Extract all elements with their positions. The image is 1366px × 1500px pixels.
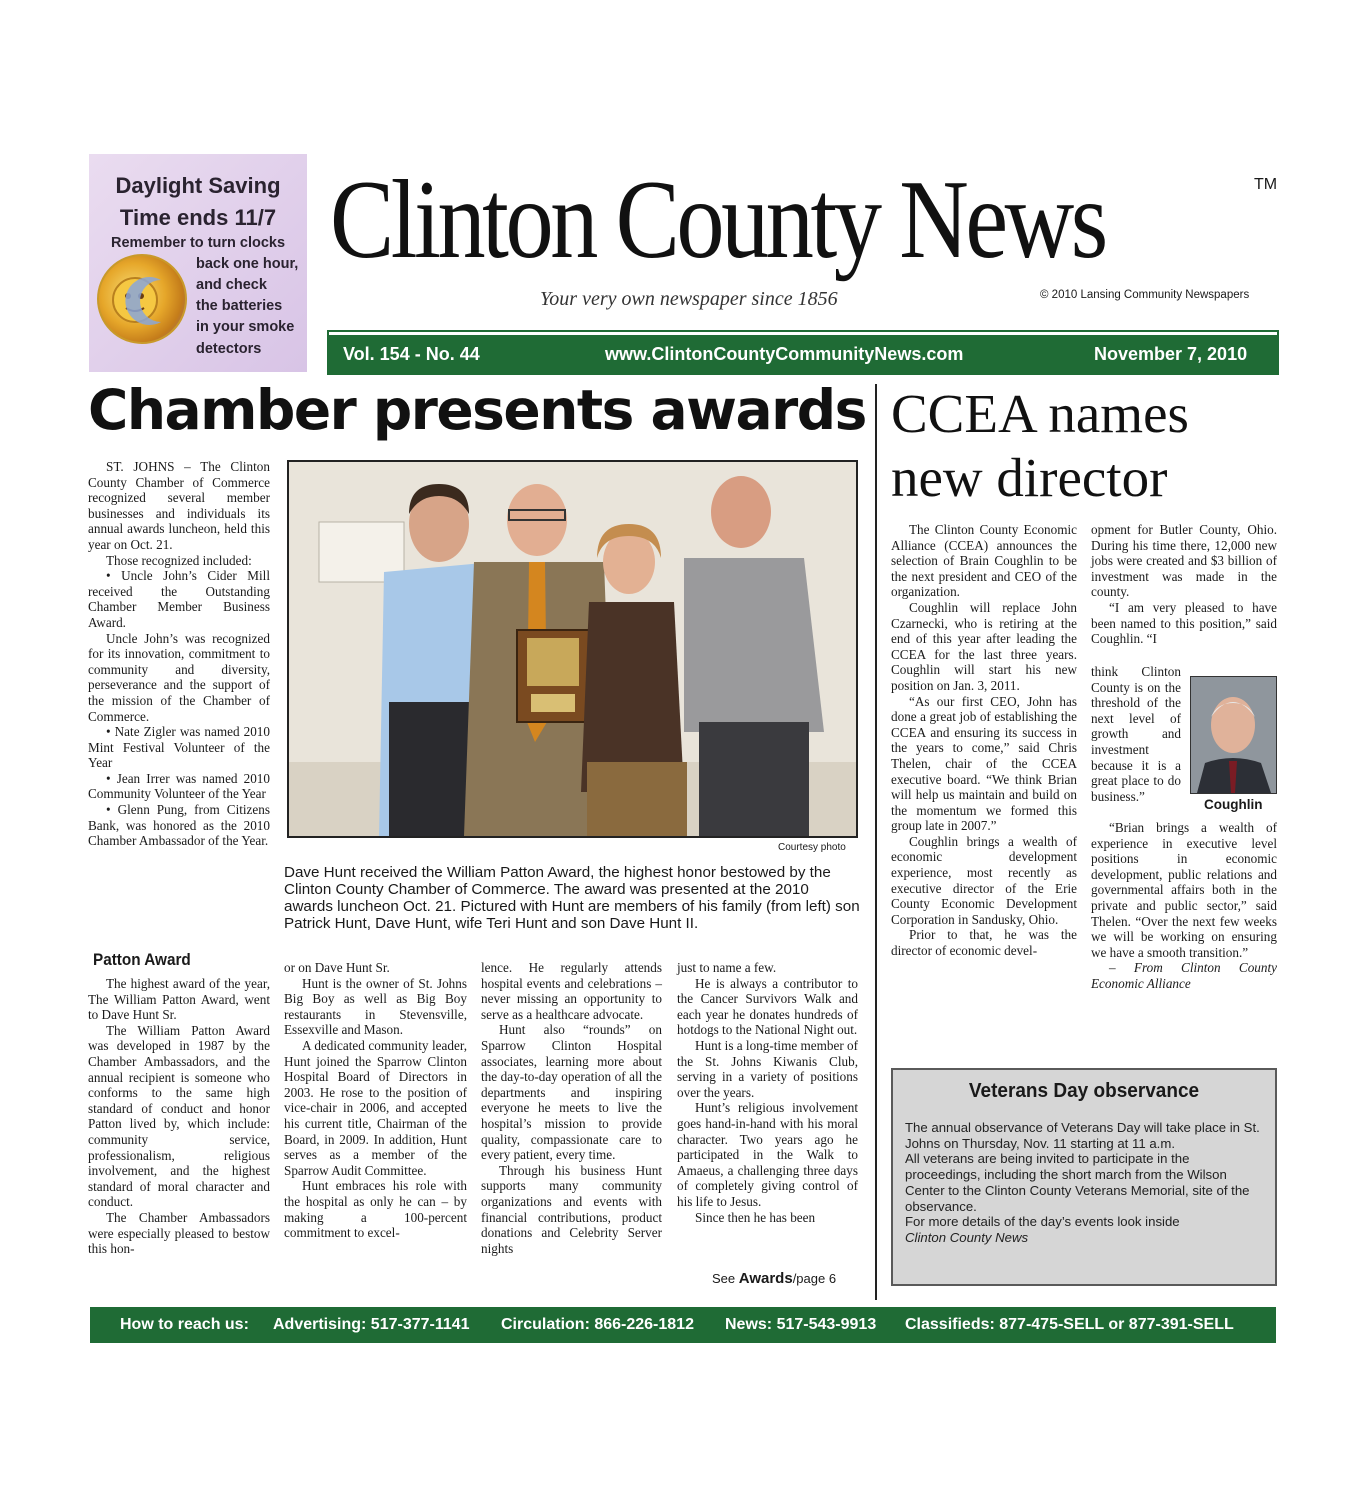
ccea-column-2-top [1091,522,1277,647]
issue-date: November 7, 2010 [1094,344,1248,364]
veterans-p1: The annual observance of Veterans Day will take place in St. Johns on Thursday, Nov. 11 starting at 11 a.m. [905,1120,1260,1151]
photo-caption: Dave Hunt received the William Patton Award, the highest honor bestowed by the Clinton County Chamber of Commerce. The award was presented at the 2010 awards luncheon Oct. 21. Pictured with Hunt are members of his family (from left) son Patrick Hunt, Dave Hunt, wife Teri Hunt and son Dave Hunt II. [284,864,860,932]
attribution: – From Clinton County Economic Alliance [1091,960,1277,991]
paragraph: He is always a contributor to the Cancer Survivors Walk and each year he donates hundreds of hotdogs to the National Night out. [677,975,858,1038]
tagline: Your very own newspaper since 1856 [540,288,838,310]
paragraph: • Uncle John’s Cider Mill received the Outstanding Chamber Member Business Award. [88,568,270,630]
sun-clock-icon [97,254,187,344]
lead-column-c [481,960,662,1256]
paragraph: The highest award of the year, The William Patton Award, went to Dave Hunt Sr. [88,976,270,1023]
jump-page: /page 6 [792,1271,837,1286]
jump-link[interactable] [712,1270,836,1287]
daylight-saving-promo [89,154,307,372]
jump-word: Awards [738,1270,793,1287]
promo-line-5: in your smoke [196,319,295,335]
paragraph: “As our first CEO, John has done a great job of establishing the CCEA and ensuring its success in the years to come,” said Chris Thelen, chair of the CCEA executive board. “We think Brian will help us maintain and build on the momentum we formed this group late in 2007.” [891,693,1077,834]
paragraph: ST. JOHNS – The Clinton County Chamber of Commerce recognized several member businesses and individuals its annual awards luncheon, held this year on Oct. 21. [88,459,270,552]
paragraph: “Brian brings a wealth of experience in executive level positions in economic development, public relations and governmental affairs both in the private and public sector,” said Thelen. “Over the next few weeks we will be working on ensuring we have a smooth transition.” [1091,820,1277,960]
copyright: © 2010 Lansing Community Newspapers [1040,289,1250,301]
ccea-column-1 [891,522,1077,959]
jump-see: See [712,1271,736,1286]
contact-footer-bar [90,1307,1276,1343]
promo-title-1: Daylight Saving [115,173,281,198]
promo-line-1: Remember to turn clocks [111,235,286,251]
coughlin-portrait [1190,676,1277,794]
paragraph: Hunt is the owner of St. Johns Big Boy as well as Big Boy restaurants in Stevensville, Essexville and Mason. [284,975,467,1038]
masthead-title: Clinton County News [330,158,1105,282]
issue-info-bar [329,332,1277,373]
veterans-p3-italic: Clinton County News [905,1229,1029,1245]
footer-classifieds: Classifieds: 877-475-SELL or 877-391-SELL [905,1316,1234,1333]
paragraph: think Clinton County is on the threshold of the next level of growth and investment because it is a great place to do business.” [1091,664,1181,804]
paragraph: Coughlin will replace John Czarnecki, who is retiring at the end of this year after leading the CCEA for the last three years. Coughlin will start his new position on Jan. 3, 2011. [891,599,1077,693]
second-headline-line-1: CCEA names [891,383,1189,444]
paragraph: Uncle John’s was recognized for its innovation, commitment to community and diversity, perseverance and the support of the mission of the Chamber of Commerce. [88,630,270,724]
second-headline [891,382,1189,510]
paragraph: opment for Butler County, Ohio. During his time there, 12,000 new jobs were created and $3 billion of investment was made in the county. [1091,522,1277,600]
column-divider [875,384,877,1300]
lead-column-a [88,976,270,1257]
footer-news: News: 517-543-9913 [725,1316,877,1333]
footer-advertising: Advertising: 517-377-1141 [273,1316,470,1333]
footer-circulation: Circulation: 866-226-1812 [501,1316,694,1333]
paragraph: Hunt is a long-time member of the St. Johns Kiwanis Club, serving in a variety of positions over the years. [677,1037,858,1100]
paragraph: • Nate Zigler was named 2010 Mint Festival Volunteer of the Year [88,724,270,771]
paragraph: • Glenn Pung, from Citizens Bank, was honored as the 2010 Chamber Ambassador of the Year. [88,802,270,849]
veterans-day-box [891,1068,1277,1286]
paragraph: Since then he has been [695,1209,816,1225]
website-link[interactable]: www.ClintonCountyCommunityNews.com [605,344,964,364]
paragraph: Hunt’s religious involvement goes hand-in-hand with his moral character. Two years ago he participated in the Walk to Amaeus, a challenging three days of completely giving control of his life to Jesus. [677,1100,858,1209]
paragraph: The William Patton Award was developed in 1987 by the Chamber Ambassadors, and the annual recipient is someone who conforms to the same high standard of conduct and honor Patton lived by, which include: community service, professionalism, religious involvement, and the highest standard of moral character and conduct. [88,1022,270,1210]
paragraph: Hunt embraces his role with the hospital as only he can – by making a 100-percent commitment to excel- [284,1178,467,1241]
promo-line-3: and check [196,277,267,293]
paragraph: “I am very pleased to have been named to this position,” said Coughlin. “I [1091,599,1277,647]
lead-column-b [284,960,467,1241]
paragraph: The Chamber Ambassadors were especially pleased to bestow this hon- [88,1209,270,1257]
paragraph: • Jean Irrer was named 2010 Community Volunteer of the Year [88,770,270,802]
paragraph: just to name a few. [677,960,777,975]
ccea-column-2-bottom [1091,820,1277,992]
paragraph: Hunt also “rounds” on Sparrow Clinton Hospital associates, learning more about the day-to-day operation of all the departments and inspiring everyone he meets to live the hospital’s mission to provide quality, compassionate care to every patient, every time. [481,1022,662,1163]
patton-award-subhead: Patton Award [93,950,191,969]
paragraph: Coughlin brings a wealth of economic development experience, most recently as executive director of the Erie County Economic Development Corporation in Sandusky, Ohio. [891,833,1077,927]
second-headline-line-2: new director [891,447,1168,508]
ccea-column-2-narrow [1091,664,1181,804]
paragraph: Through his business Hunt supports many community organizations and events with financial contributions, product donations and Celebrity Server nights [481,1162,662,1256]
photo-credit: Courtesy photo [778,842,846,853]
footer-reach: How to reach us: [120,1316,249,1333]
lead-column-1 [88,459,270,849]
paragraph: lence. He regularly attends hospital events and celebrations – never missing an opportunity to serve as a healthcare advocate. [481,960,662,1022]
lead-column-d [677,960,858,1225]
paragraph: Prior to that, he was the director of economic devel- [891,927,1077,959]
volume-number: Vol. 154 - No. 44 [343,344,480,364]
promo-title-2: Time ends 11/7 [119,205,277,230]
veterans-p3: For more details of the day’s events look inside [905,1214,1180,1230]
promo-line-2: back one hour, [196,256,299,272]
paragraph: or on Dave Hunt Sr. [284,960,390,975]
promo-line-6: detectors [196,341,262,357]
trademark: TM [1254,176,1278,193]
veterans-body [905,1120,1267,1246]
paragraph: The Clinton County Economic Alliance (CCEA) announces the selection of Brain Coughlin to be the next president and CEO of the organization. [891,522,1077,600]
veterans-title: Veterans Day observance [968,1080,1200,1102]
paragraph: Those recognized included: [106,552,252,568]
award-photo [287,460,858,838]
paragraph: A dedicated community leader, Hunt joined the Sparrow Clinton Hospital Board of Directors in 2003. He rose to the position of vice-chair in 2006, and accepted his current title, Chairman of the Board, in 2009. In addition, Hunt serves as a member of the Sparrow Audit Committee. [284,1037,467,1178]
veterans-p2: All veterans are being invited to participate in the proceedings, including the short march from the Wilson Center to the Clinton County Veterans Memorial, site of the observance. [905,1151,1250,1214]
promo-line-4: the batteries [196,298,283,314]
coughlin-label: Coughlin [1204,797,1263,812]
lead-headline: Chamber presents awards [88,378,866,442]
